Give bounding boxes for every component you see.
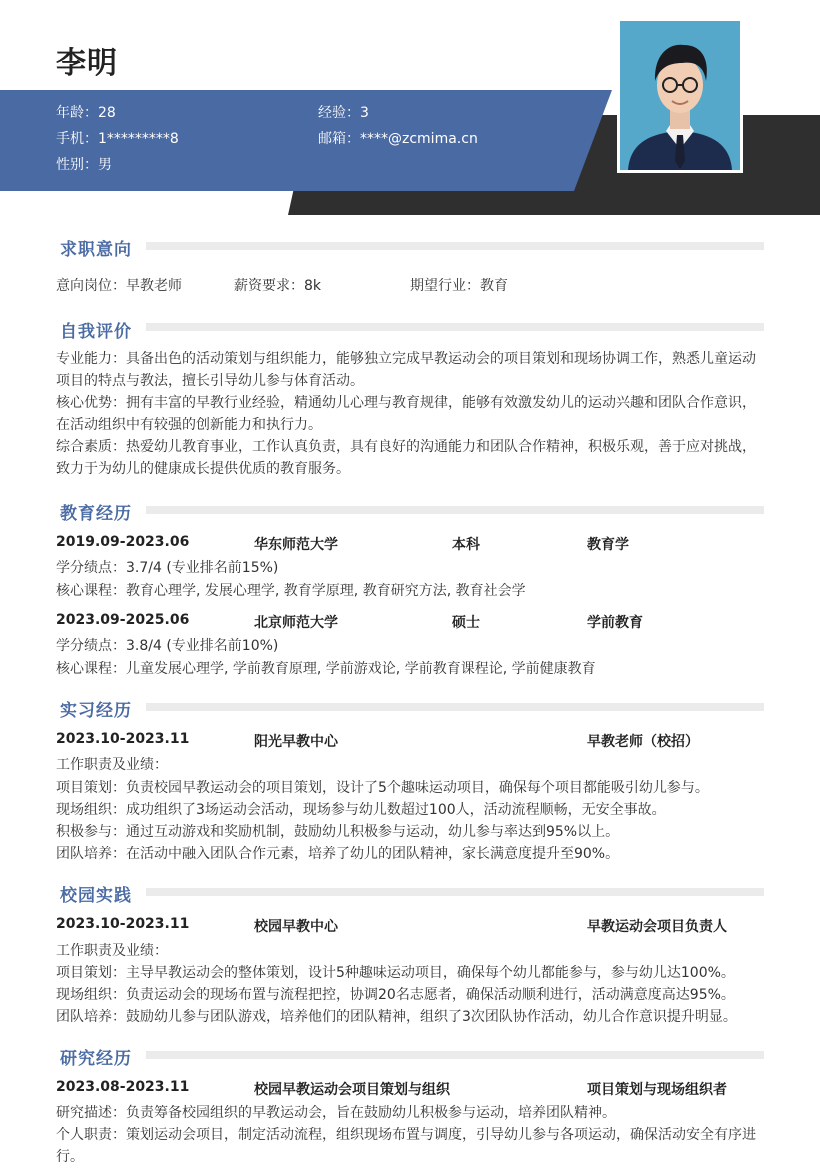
- internship-section-divider: [146, 703, 764, 711]
- campus-org: 校园早教中心: [254, 919, 338, 935]
- person-portrait-icon: [620, 21, 740, 170]
- profile-photo-frame: [617, 18, 743, 173]
- phone-info: 手机：1*********8: [56, 131, 179, 147]
- research-project: 校园早教运动会项目策划与组织: [254, 1082, 450, 1098]
- internship-line: 工作职责及业绩：: [56, 757, 168, 773]
- email-info: 邮箱：****@zcmima.cn: [318, 131, 478, 147]
- internship-line: 团队培养：在活动中融入团队合作元素，培养了幼儿的团队精神，家长满意度提升至90%。: [56, 846, 620, 862]
- education-section-divider: [146, 506, 764, 514]
- intent-position: 意向岗位：早教老师: [56, 278, 182, 294]
- campus-line: 现场组织：负责运动会的现场布置与流程把控，协调20名志愿者，确保活动顺利进行，活动满意度高达95%。: [56, 987, 735, 1003]
- candidate-name: 李明: [56, 46, 118, 81]
- edu1-gpa: 学分绩点：3.7/4 (专业排名前15%): [56, 560, 279, 576]
- gender-info: 性别：男: [56, 157, 112, 173]
- research-section-divider: [146, 1051, 764, 1059]
- intent-section-title: 求职意向: [60, 240, 132, 260]
- edu2-school: 北京师范大学: [254, 615, 338, 631]
- internship-line: 积极参与：通过互动游戏和奖励机制，鼓励幼儿积极参与运动，幼儿参与率达到95%以上。: [56, 824, 620, 840]
- edu1-degree: 本科: [452, 537, 480, 553]
- campus-period: 2023.10-2023.11: [56, 916, 190, 932]
- research-role: 项目策划与现场组织者: [587, 1082, 727, 1098]
- internship-org: 阳光早教中心: [254, 734, 338, 750]
- edu1-courses: 核心课程：教育心理学, 发展心理学, 教育学原理, 教育研究方法, 教育社会学: [56, 583, 526, 599]
- intent-salary: 薪资要求：8k: [234, 278, 322, 294]
- research-period: 2023.08-2023.11: [56, 1079, 190, 1095]
- intent-industry: 期望行业：教育: [410, 278, 508, 294]
- research-section-title: 研究经历: [60, 1049, 132, 1069]
- campus-line: 团队培养：鼓励幼儿参与团队游戏，培养他们的团队精神，组织了3次团队协作活动，幼儿合作意识提升明显。: [56, 1009, 737, 1025]
- edu2-gpa: 学分绩点：3.8/4 (专业排名前10%): [56, 638, 279, 654]
- internship-section-title: 实习经历: [60, 701, 132, 721]
- campus-line: 工作职责及业绩：: [56, 943, 168, 959]
- campus-role: 早教运动会项目负责人: [587, 919, 727, 935]
- self-eval-professional: 专业能力：具备出色的活动策划与组织能力，能够独立完成早教运动会的项目策划和现场协调工作，熟悉儿童运动项目的特点与教法，擅长引导幼儿参与体育活动。: [56, 351, 756, 389]
- edu1-school: 华东师范大学: [254, 537, 338, 553]
- self-eval-strengths: 核心优势：拥有丰富的早教行业经验，精通幼儿心理与教育规律，能够有效激发幼儿的运动兴趣和团队合作意识，在活动组织中有较强的创新能力和执行力。: [56, 395, 756, 433]
- edu2-courses: 核心课程：儿童发展心理学, 学前教育原理, 学前游戏论, 学前教育课程论, 学前健康教育: [56, 661, 596, 677]
- intent-section-divider: [146, 242, 764, 250]
- research-description: 研究描述：负责筹备校园组织的早教运动会，旨在鼓励幼儿积极参与运动，培养团队精神。: [56, 1105, 616, 1121]
- campus-section-divider: [146, 888, 764, 896]
- edu2-degree: 硕士: [452, 615, 480, 631]
- education-section-title: 教育经历: [60, 504, 132, 524]
- self-eval-qualities: 综合素质：热爱幼儿教育事业，工作认真负责，具有良好的沟通能力和团队合作精神，积极乐观，善于应对挑战，致力于为幼儿的健康成长提供优质的教育服务。: [56, 439, 756, 477]
- internship-role: 早教老师（校招）: [587, 734, 699, 750]
- research-duty: 个人职责：策划运动会项目，制定活动流程，组织现场布置与调度，引导幼儿参与各项运动，确保活动安全有序进行。: [56, 1127, 756, 1165]
- internship-line: 项目策划：负责校园早教运动会的项目策划，设计了5个趣味运动项目，确保每个项目都能吸引幼儿参与。: [56, 780, 709, 796]
- self-eval-section-divider: [146, 323, 764, 331]
- internship-line: 现场组织：成功组织了3场运动会活动，现场参与幼儿数超过100人，活动流程顺畅，无安全事故。: [56, 802, 666, 818]
- age-info: 年龄：28: [56, 105, 116, 121]
- profile-photo: [620, 21, 740, 170]
- edu2-major: 学前教育: [587, 615, 643, 631]
- edu1-major: 教育学: [587, 537, 629, 553]
- experience-info: 经验：3: [318, 105, 369, 121]
- edu1-period: 2019.09-2023.06: [56, 534, 190, 550]
- campus-line: 项目策划：主导早教运动会的整体策划，设计5种趣味运动项目，确保每个幼儿都能参与，参与幼儿达100%。: [56, 965, 735, 981]
- internship-period: 2023.10-2023.11: [56, 731, 190, 747]
- self-eval-section-title: 自我评价: [60, 322, 132, 342]
- edu2-period: 2023.09-2025.06: [56, 612, 190, 628]
- campus-section-title: 校园实践: [60, 886, 132, 906]
